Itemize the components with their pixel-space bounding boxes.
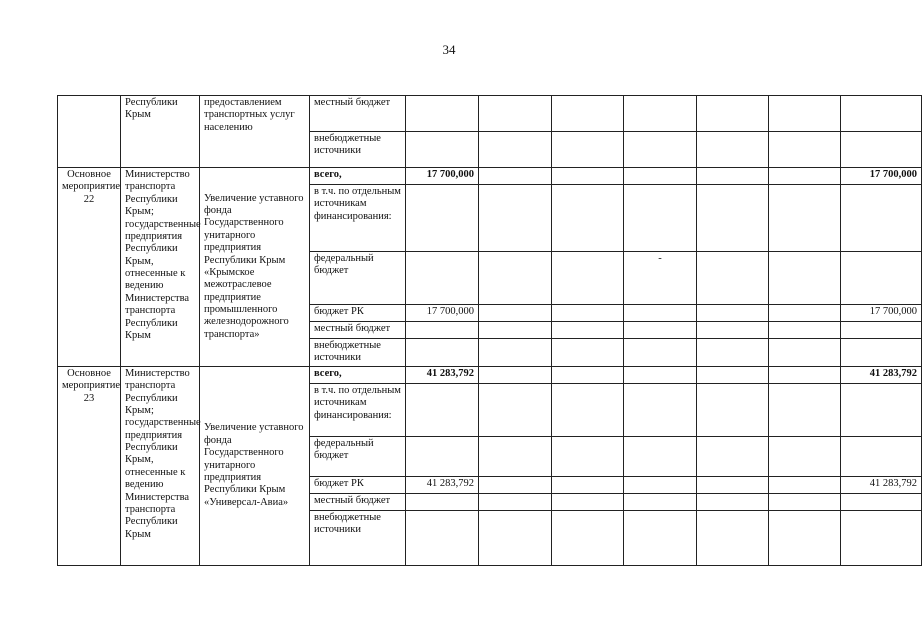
source-cell: в т.ч. по отдельным источникам финансирования: [310, 383, 406, 436]
empty-label-cell [58, 96, 121, 168]
source-cell: всего, [310, 168, 406, 185]
executor-cell: Министерство транспорта Республики Крым; государственные предприятия Республики Крым, отнесенные к ведению Министерства транспорта Республики Крым [121, 168, 200, 367]
source-cell: местный бюджет [310, 493, 406, 510]
value-cell: 41 283,792 [406, 476, 479, 493]
description-cell: Увеличение уставного фонда Государственного унитарного предприятия Республики Крым «Крымское межотраслевое предприятие промышленного железнодорожного транспорта» [200, 168, 310, 367]
table-row [58, 96, 922, 132]
source-cell: местный бюджет [310, 96, 406, 132]
measure-label: Основное мероприятие 23 [58, 366, 121, 565]
dash-mark: - [658, 253, 662, 264]
table-row [58, 366, 922, 383]
page-number: 34 [442, 42, 456, 57]
description-cell: предоставлением транспортных услуг населению [200, 96, 310, 168]
value-cell: 17 700,000 [841, 305, 922, 322]
executor-cell: Республики Крым [121, 96, 200, 168]
description-cell: Увеличение уставного фонда Государственного унитарного предприятия Республики Крым «Универсал-Авиа» [200, 366, 310, 565]
source-cell: всего, [310, 366, 406, 383]
source-cell: местный бюджет [310, 322, 406, 339]
budget-table [57, 95, 922, 566]
source-cell: федеральный бюджет [310, 252, 406, 305]
source-cell: внебюджетные источники [310, 339, 406, 367]
source-cell: федеральный бюджет [310, 436, 406, 476]
source-cell: внебюджетные источники [310, 510, 406, 565]
executor-cell: Министерство транспорта Республики Крым; государственные предприятия Республики Крым, отнесенные к ведению Министерства транспорта Республики Крым [121, 366, 200, 565]
value-cell: 17 700,000 [406, 168, 479, 185]
measure-label: Основное мероприятие 22 [58, 168, 121, 367]
source-cell: бюджет РК [310, 476, 406, 493]
value-cell: 41 283,792 [841, 366, 922, 383]
value-cell: 41 283,792 [841, 476, 922, 493]
source-cell: бюджет РК [310, 305, 406, 322]
source-cell: внебюджетные источники [310, 132, 406, 168]
value-cell: 17 700,000 [841, 168, 922, 185]
value-cell: 41 283,792 [406, 366, 479, 383]
value-cell: 17 700,000 [406, 305, 479, 322]
table-row [58, 168, 922, 185]
source-cell: в т.ч. по отдельным источникам финансирования: [310, 185, 406, 252]
